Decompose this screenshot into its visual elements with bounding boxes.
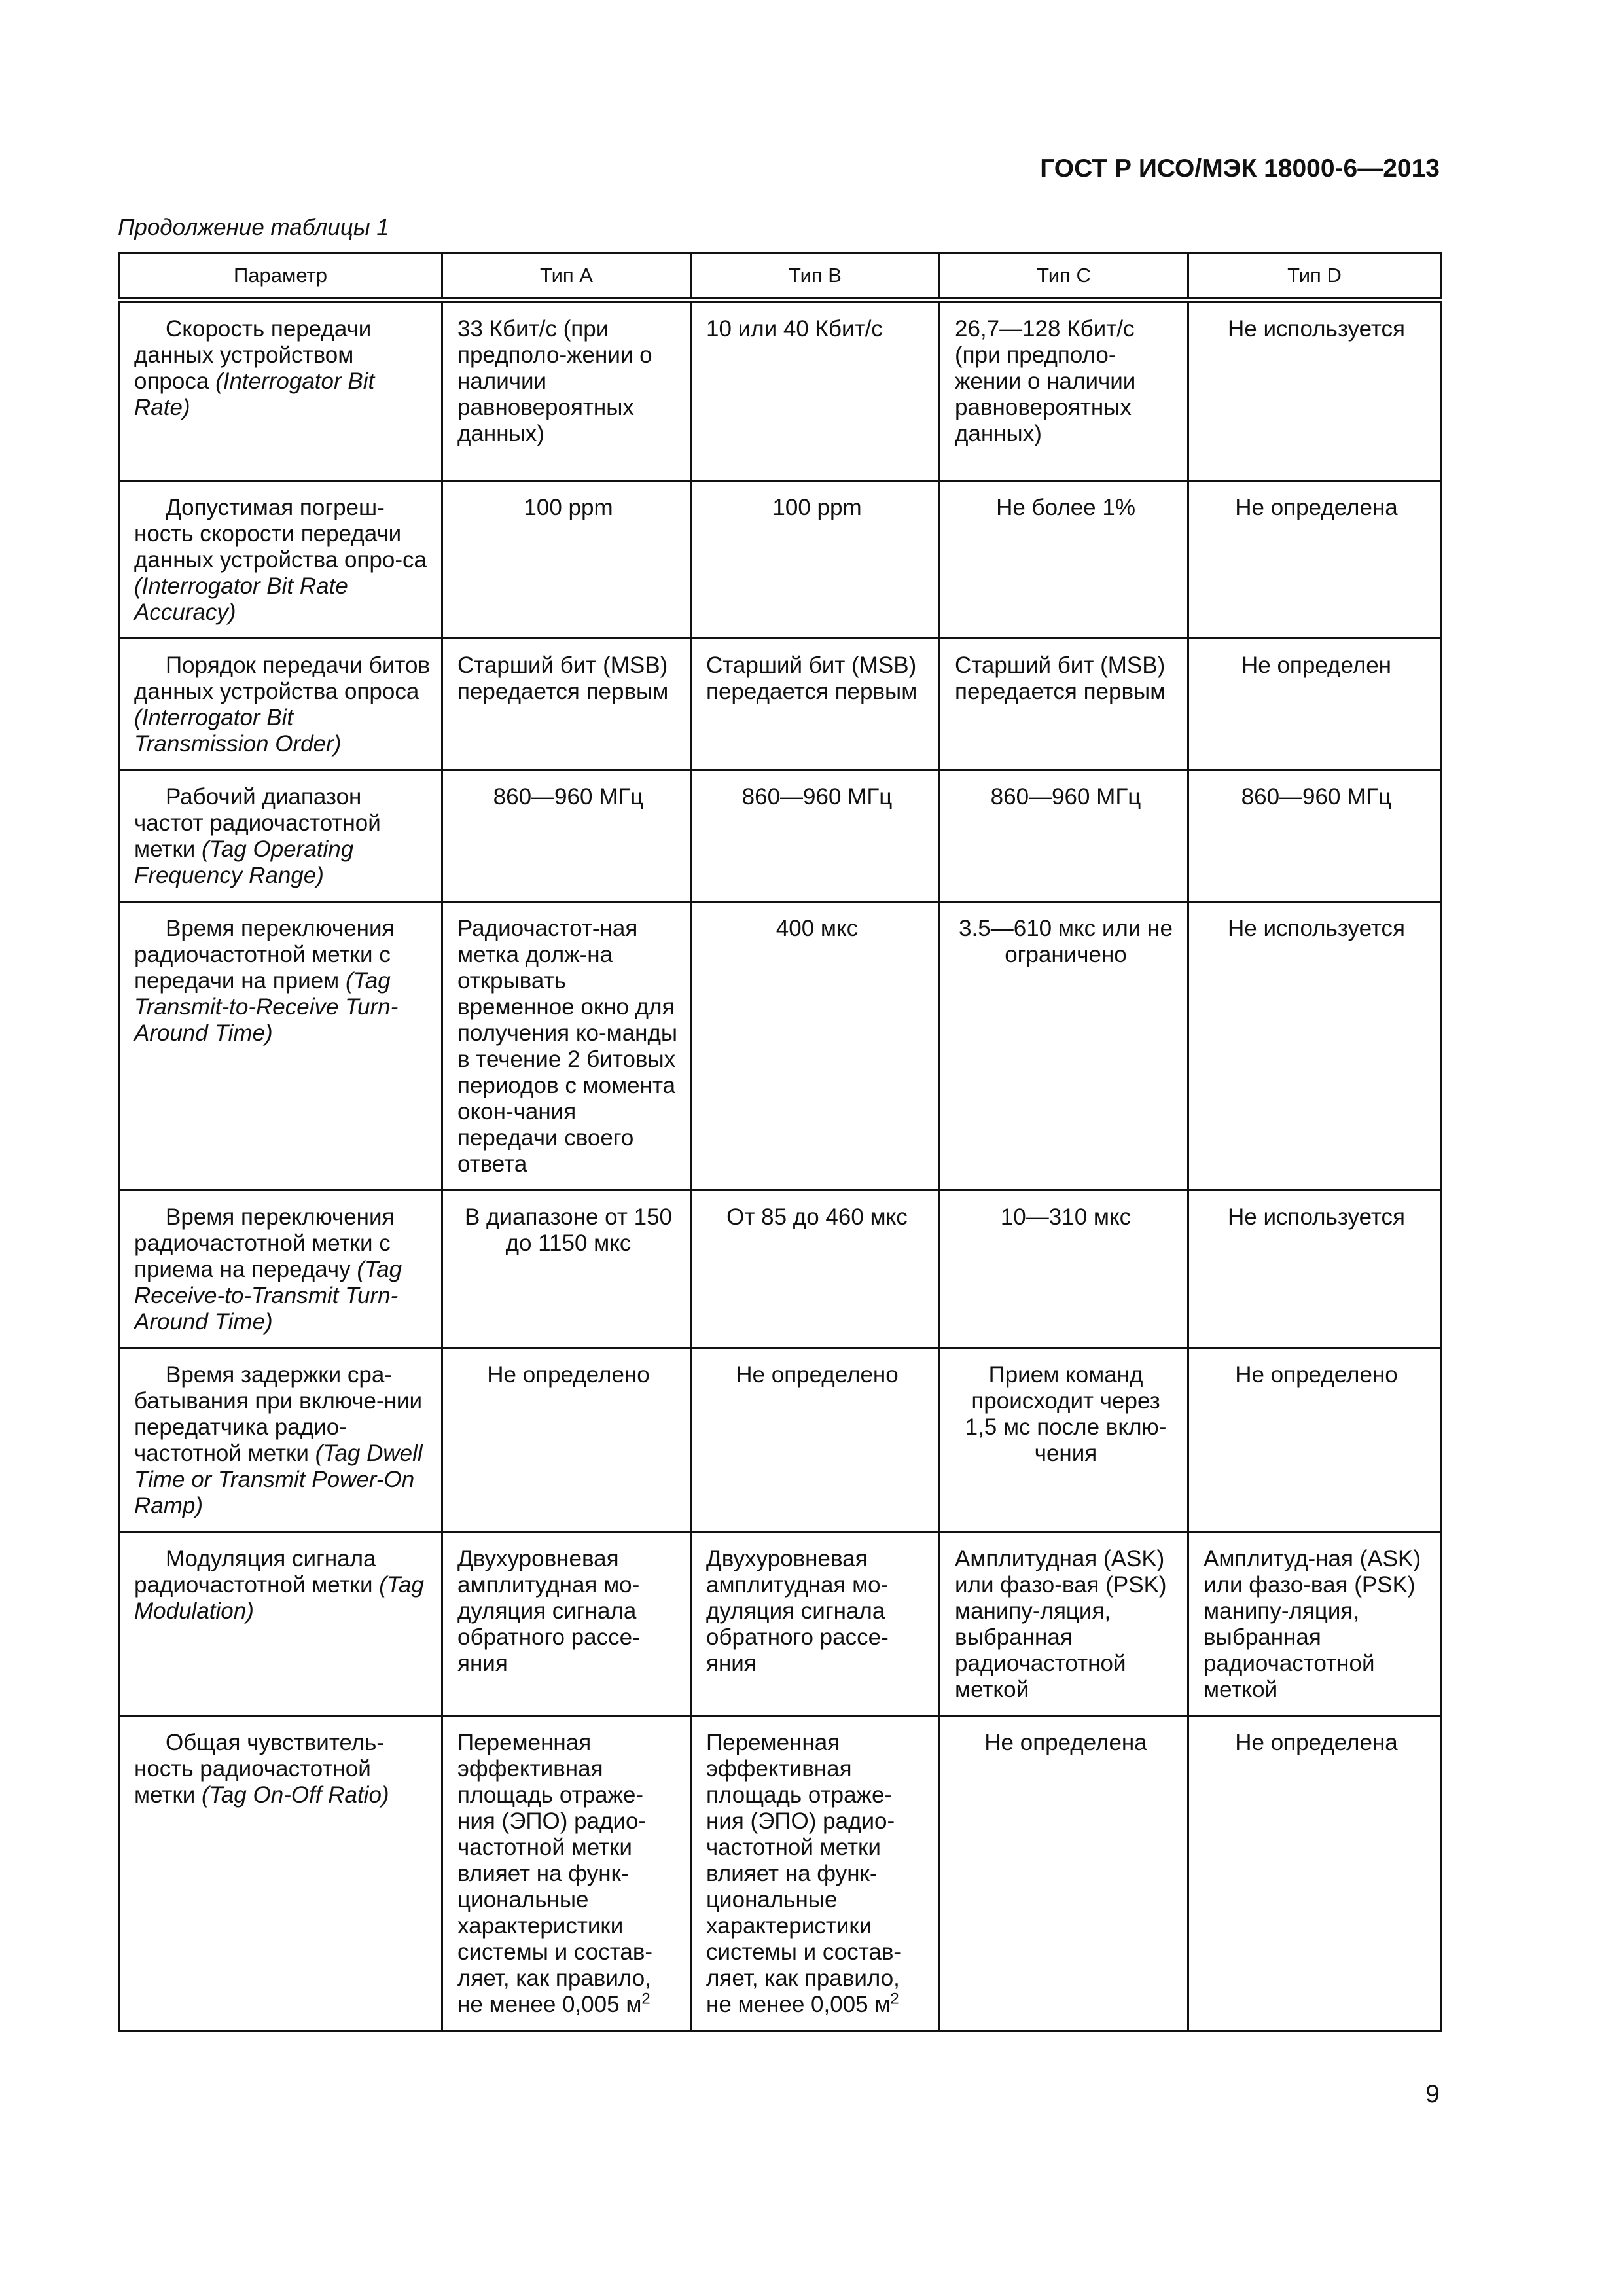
document-code: ГОСТ Р ИСО/МЭК 18000-6—2013 [1040,154,1440,183]
type-a-cell: В диапазоне от 150 до 1150 мкс [442,1191,691,1348]
type-d-cell: Не используется [1188,1191,1441,1348]
type-d-cell: Амплитуд-ная (ASK) или фазо-вая (PSK) манипу-ляция, выбранная радиочастотной меткой [1188,1532,1441,1716]
type-b-cell: 400 мкс [691,902,940,1191]
superscript: 2 [641,1990,651,2008]
type-b-text: Переменная эффективная площадь отраже-ния (ЭПО) радио-частотной метки влияет на функ-циональные характеристики системы и состав-ляет, как правило, не менее 0,005 м [706,1730,902,2017]
param-name-english: (Tag Transmit-to-Receive Turn-Around Time) [134,968,399,1046]
param-name: Скорость передачи данных устройством опроса [134,316,372,394]
param-name-english: (Tag Dwell Time or Transmit Power-On Ramp) [134,1441,423,1518]
table-row [119,1532,1441,1716]
type-c-cell: Не определена [940,1716,1188,2031]
type-d-cell: 860—960 МГц [1188,770,1441,902]
type-b-cell: Старший бит (MSB) передается первым [691,639,940,770]
parameters-table [118,252,1442,2032]
param-cell [119,770,442,902]
type-a-cell: 860—960 МГц [442,770,691,902]
param-name: Допустимая погреш-ность скорости передачи данных устройства опро-са [134,495,427,573]
param-cell [119,1532,442,1716]
table-caption: Продолжение таблицы 1 [118,215,389,240]
type-c-cell: Прием команд происходит через 1,5 мс после вклю-чения [940,1348,1188,1532]
type-a-cell: Двухуровневая амплитудная мо-дуляция сигнала обратного рассе-яния [442,1532,691,1716]
type-c-cell: 860—960 МГц [940,770,1188,902]
type-b-cell: 860—960 МГц [691,770,940,902]
type-a-cell: 100 ppm [442,481,691,639]
column-header-type-d: Тип D [1188,253,1441,300]
param-name-english: (Interrogator Bit Rate) [134,368,375,420]
param-name-english: (Tag Receive-to-Transmit Turn-Around Time) [134,1257,402,1335]
page-number: 9 [1425,2080,1440,2108]
param-cell [119,1191,442,1348]
type-a-cell [442,1716,691,2031]
type-c-cell: Старший бит (MSB) передается первым [940,639,1188,770]
param-cell [119,300,442,481]
table-row [119,481,1441,639]
type-d-cell: Не используется [1188,902,1441,1191]
type-d-cell: Не используется [1188,300,1441,481]
superscript: 2 [890,1990,899,2008]
column-header-type-c: Тип C [940,253,1188,300]
type-d-cell: Не определена [1188,481,1441,639]
table-row [119,770,1441,902]
type-c-cell: Амплитудная (ASK) или фазо-вая (PSK) манипу-ляция, выбранная радиочастотной меткой [940,1532,1188,1716]
type-d-cell: Не определено [1188,1348,1441,1532]
type-a-cell: 33 Кбит/с (при предполо-жении о наличии равновероятных данных) [442,300,691,481]
param-name: Время переключения радиочастотной метки с передачи на прием [134,916,395,994]
type-b-cell: 10 или 40 Кбит/с [691,300,940,481]
param-name: Время переключения радиочастотной метки с приема на передачу [134,1204,395,1282]
column-header-type-b: Тип B [691,253,940,300]
type-c-cell: 3.5—610 мкс или не ограничено [940,902,1188,1191]
table-row [119,1716,1441,2031]
type-a-cell: Радиочастот-ная метка долж-на открывать временное окно для получения ко-манды в течение 2 битовых периодов с момента окон-чания передачи своего ответа [442,902,691,1191]
table-row [119,639,1441,770]
type-c-cell: 26,7—128 Кбит/с (при предполо-жении о наличии равновероятных данных) [940,300,1188,481]
type-b-cell: 100 ppm [691,481,940,639]
param-cell [119,902,442,1191]
type-c-cell: 10—310 мкс [940,1191,1188,1348]
type-d-cell: Не определен [1188,639,1441,770]
param-cell [119,1348,442,1532]
param-name-english: (Tag Operating Frequency Range) [134,836,354,888]
table-row [119,1191,1441,1348]
column-header-type-a: Тип A [442,253,691,300]
param-name-english: (Interrogator Bit Transmission Order) [134,705,342,757]
column-header-parameter: Параметр [119,253,442,300]
param-cell [119,481,442,639]
param-name: Время задержки сра-батывания при включе-нии передатчика радио-частотной метки [134,1362,423,1466]
type-b-cell: Не определено [691,1348,940,1532]
table-row [119,300,1441,481]
type-c-cell: Не более 1% [940,481,1188,639]
param-name: Модуляция сигнала радиочастотной метки [134,1546,376,1598]
type-b-cell: Двухуровневая амплитудная мо-дуляция сигнала обратного рассе-яния [691,1532,940,1716]
type-a-cell: Старший бит (MSB) передается первым [442,639,691,770]
type-b-cell [691,1716,940,2031]
param-name: Рабочий диапазон частот радиочастотной метки [134,784,381,862]
table-row [119,1348,1441,1532]
type-a-text: Переменная эффективная площадь отраже-ния (ЭПО) радио-частотной метки влияет на функ-циональные характеристики системы и состав-ляет, как правило, не менее 0,005 м [457,1730,653,2017]
table-header-row [119,253,1441,300]
param-name: Общая чувствитель-ность радиочастотной метки [134,1730,385,1808]
param-name-english: (Tag Modulation) [134,1572,424,1624]
table-row [119,902,1441,1191]
type-b-cell: От 85 до 460 мкс [691,1191,940,1348]
type-a-cell: Не определено [442,1348,691,1532]
param-cell [119,639,442,770]
param-name-english: (Tag On-Off Ratio) [202,1782,389,1808]
param-name-english: (Interrogator Bit Rate Accuracy) [134,573,348,625]
param-cell [119,1716,442,2031]
type-d-cell: Не определена [1188,1716,1441,2031]
param-name: Порядок передачи битов данных устройства опроса [134,653,431,704]
